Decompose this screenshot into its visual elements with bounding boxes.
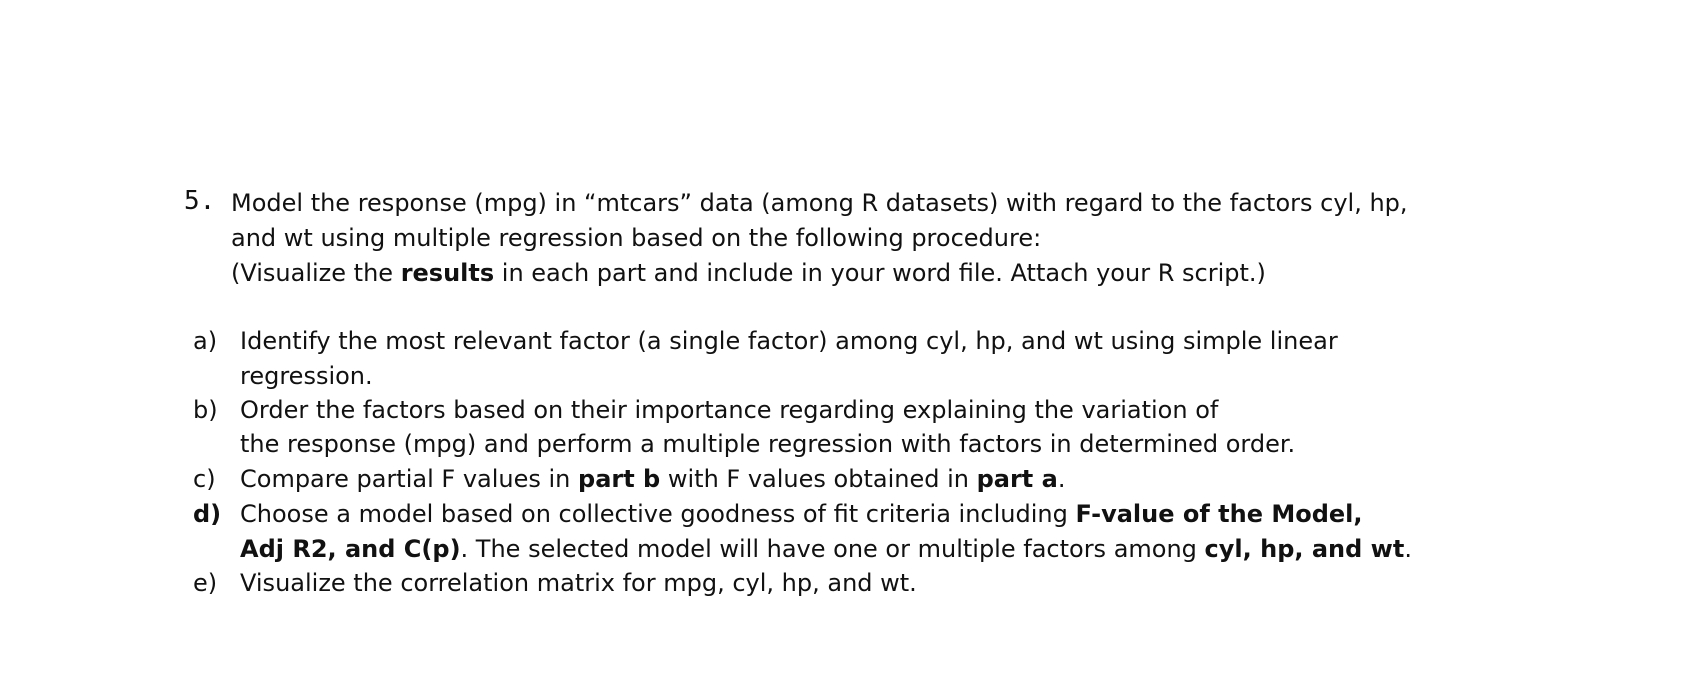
part-e-line-1: Visualize the correlation matrix for mpg, cyl, hp, and wt. [240,569,917,597]
part-c-pre: Compare partial F values in [240,465,579,493]
part-a-line-1: Identify the most relevant factor (a single factor) among cyl, hp, and wt using simple linear [240,327,1338,355]
part-d-label: d) [193,500,222,528]
part-a-line-2: regression. [240,362,373,390]
part-d-line-2-mid: . The selected model will have one or multiple factors among [460,535,1205,563]
question-line-3-pre: (Visualize the [231,259,401,287]
part-d-line-1 [240,497,1363,531]
part-b-line-2: the response (mpg) and perform a multiple regression with factors in determined order. [240,430,1296,458]
part-b-label: b) [193,396,218,424]
part-c-bold-1: part b [578,465,661,493]
part-d-line-2-bold: Adj R2, and C(p) [240,535,461,563]
part-d-line-2-bold-2: cyl, hp, and wt [1204,535,1405,563]
part-c-label: c) [193,465,216,493]
question-line-2: and wt using multiple regression based on the following procedure: [231,224,1042,252]
question-line-3 [231,256,1266,290]
part-c-line-1 [240,462,1065,496]
part-a-label: a) [193,327,218,355]
part-d-line-2-post: . [1404,535,1412,563]
part-c-bold-2: part a [976,465,1058,493]
part-b-line-1: Order the factors based on their importance regarding explaining the variation of [240,396,1219,424]
question-line-3-bold: results [400,259,495,287]
part-d-line-2 [240,532,1412,566]
part-c-mid: with F values obtained in [660,465,977,493]
question-number: 5. [184,186,216,216]
question-line-3-post: in each part and include in your word file. Attach your R script.) [494,259,1266,287]
question-line-1: Model the response (mpg) in “mtcars” data (among R datasets) with regard to the factors cyl, hp, [231,189,1408,217]
part-d-line-1-bold: F-value of the Model, [1075,500,1363,528]
part-d-line-1-pre: Choose a model based on collective goodness of fit criteria including [240,500,1076,528]
part-c-post: . [1057,465,1066,493]
part-e-label: e) [193,569,218,597]
